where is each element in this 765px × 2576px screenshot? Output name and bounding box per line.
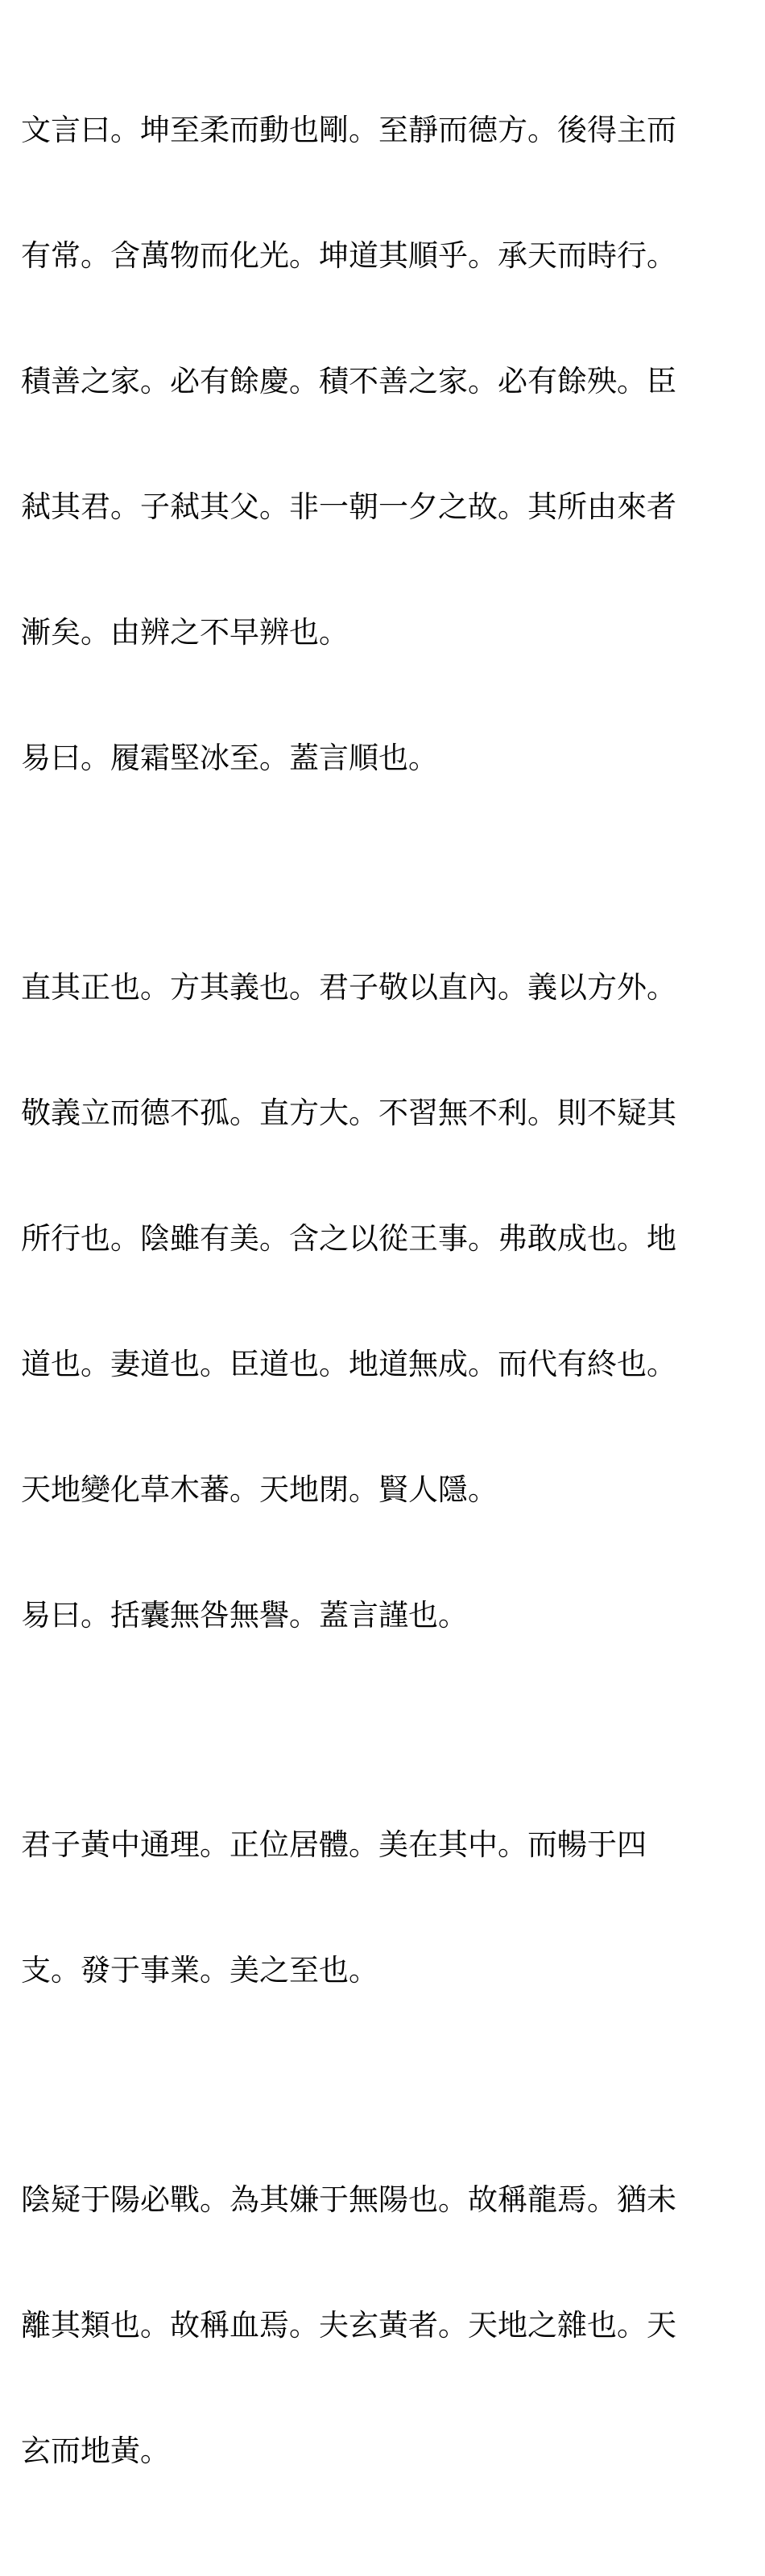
text-line: 道也。妻道也。臣道也。地道無成。而代有終也。 — [21, 1347, 676, 1381]
text-line: 易曰。括囊無咎無譽。蓋言謹也。 — [21, 1598, 468, 1633]
paragraph-1 — [21, 26, 738, 863]
text-line: 支。發于事業。美之至也。 — [21, 1953, 378, 1988]
paragraph-4 — [21, 2095, 738, 2556]
text-line: 所行也。陰雖有美。含之以從王事。弗敢成也。地 — [21, 1221, 676, 1256]
text-line: 敬義立而德不孤。直方大。不習無不利。則不疑其 — [21, 1096, 676, 1130]
text-line: 有常。含萬物而化光。坤道其順乎。承天而時行。 — [21, 238, 676, 273]
text-line: 陰疑于陽必戰。為其嫌于無陽也。故稱龍焉。猶未 — [21, 2182, 676, 2217]
paragraph-3 — [21, 1740, 738, 2075]
text-line: 積善之家。必有餘慶。積不善之家。必有餘殃。臣 — [21, 364, 676, 398]
text-line: 弒其君。子弒其父。非一朝一夕之故。其所由來者 — [21, 489, 676, 524]
paragraph-2 — [21, 883, 738, 1720]
text-line: 離其類也。故稱血焉。夫玄黃者。天地之雜也。天 — [21, 2308, 676, 2343]
text-line: 文言曰。坤至柔而動也剛。至靜而德方。後得主而 — [21, 113, 676, 147]
text-line: 易曰。履霜堅冰至。蓋言順也。 — [21, 741, 438, 775]
document-body — [21, 26, 738, 2576]
text-line: 君子黃中通理。正位居體。美在其中。而暢于四 — [21, 1827, 647, 1862]
text-line: 天地變化草木蕃。天地閉。賢人隱。 — [21, 1472, 498, 1507]
text-line: 漸矣。由辨之不早辨也。 — [21, 615, 349, 650]
text-line: 直其正也。方其義也。君子敬以直內。義以方外。 — [21, 970, 676, 1005]
text-line: 玄而地黃。 — [21, 2434, 170, 2468]
